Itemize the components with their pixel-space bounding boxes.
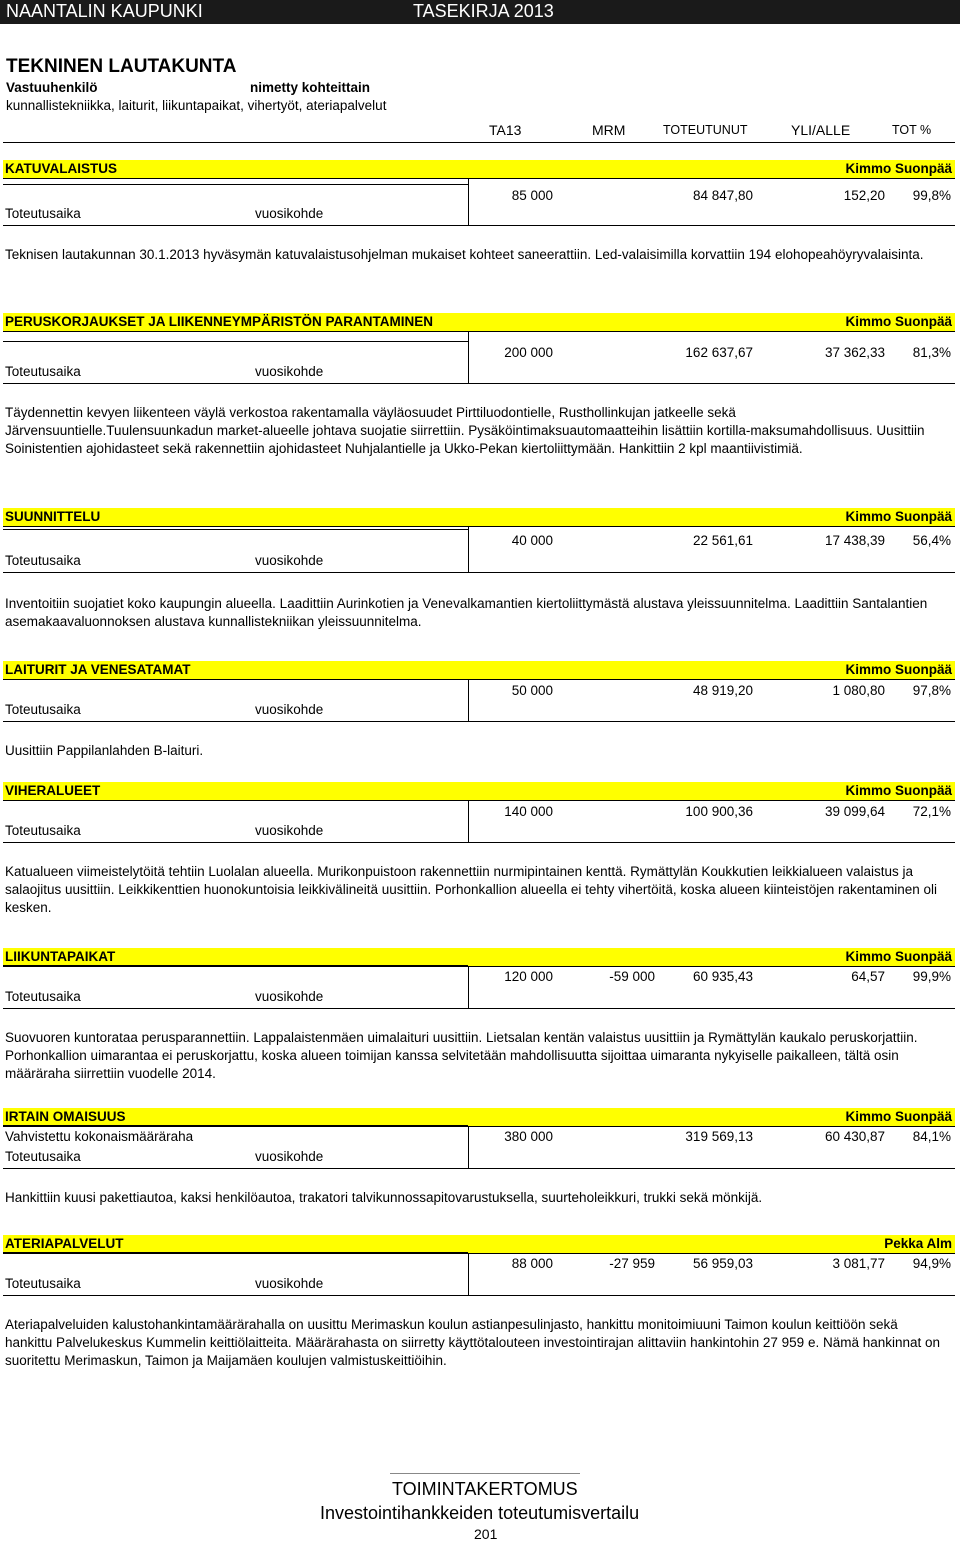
value-ta13: 85 000 xyxy=(511,188,553,203)
rule-line xyxy=(3,184,468,185)
toteutusaika-label: Toteutusaika xyxy=(5,1276,81,1291)
rule-line xyxy=(468,178,469,225)
city-name: NAANTALIN KAUPUNKI xyxy=(6,1,203,21)
book-title: TASEKIRJA 2013 xyxy=(413,1,554,21)
col-mrm: MRM xyxy=(592,122,626,138)
value-tot-percent: 97,8% xyxy=(912,683,951,698)
rule-line xyxy=(468,800,469,842)
rule-line xyxy=(3,529,468,530)
section-title: KATUVALAISTUS xyxy=(5,161,117,176)
section-sublabel: Vahvistettu kokonaismääräraha xyxy=(5,1129,194,1144)
value-mrm: -27 959 xyxy=(609,1256,655,1271)
section-title: IRTAIN OMAISUUS xyxy=(5,1109,126,1124)
value-tot-percent: 72,1% xyxy=(912,804,951,819)
section-band xyxy=(3,948,955,966)
section-responsible: Kimmo Suonpää xyxy=(845,161,952,176)
col-yli-alle: YLI/ALLE xyxy=(791,122,851,138)
section-title: ATERIAPALVELUT xyxy=(5,1236,124,1251)
value-tot-percent: 94,9% xyxy=(912,1256,951,1271)
rule-line xyxy=(3,383,955,384)
section-title: SUUNNITTELU xyxy=(5,509,101,524)
section-band xyxy=(3,1235,955,1253)
value-ta13: 120 000 xyxy=(504,969,553,984)
rule-line xyxy=(3,800,468,801)
rule-line xyxy=(468,1253,469,1295)
value-ta13: 200 000 xyxy=(504,345,553,360)
value-toteutunut: 100 900,36 xyxy=(685,804,753,819)
section-band xyxy=(3,160,955,178)
value-yli-alle: 39 099,64 xyxy=(824,804,885,819)
section-responsible: Kimmo Suonpää xyxy=(845,662,952,677)
col-tot-percent: TOT % xyxy=(892,123,932,137)
section-description: Täydennettin kevyen liikenteen väylä verkostoa rakentamalla väyläosuudet Pirttiluodontielle, Rusthollinkujan jatkeelle sekä Järvensuuntielle.Tuulensuunkadun market-alueelle johtava suojatie siirrettiin. Pysäköintimaksuautomaatteihin lisättiin kortilla-maksumahdollisuus. Uusittiin Soinistentien ajohidasteet sekä rakennettiin ajohidasteet Nuhjalantielle ja Ukko-Pekan kiertoliittymään. Hankittiin 2 kpl maantiivistimiä. xyxy=(5,405,925,456)
value-tot-percent: 99,9% xyxy=(912,969,951,984)
section-title: LIIKUNTAPAIKAT xyxy=(5,949,116,964)
section-responsible: Kimmo Suonpää xyxy=(845,509,952,524)
toteutusaika-label: Toteutusaika xyxy=(5,989,81,1004)
value-toteutunut: 84 847,80 xyxy=(692,188,753,203)
section-description: Hankittiin kuusi pakettiautoa, kaksi henkilöautoa, trakatori talvikunnossapitovarustuksella, suurteholeikkuri, trukki sekä mönkijä. xyxy=(5,1190,763,1205)
rule-line xyxy=(468,966,469,1008)
value-toteutunut: 162 637,67 xyxy=(685,345,753,360)
value-mrm: -59 000 xyxy=(609,969,655,984)
rule-line xyxy=(3,1125,468,1126)
col-ta13: TA13 xyxy=(489,122,522,138)
responsible-label: Vastuuhenkilö xyxy=(6,80,98,95)
value-toteutunut: 319 569,13 xyxy=(685,1129,753,1144)
page-header xyxy=(0,0,960,24)
toteutusaika-label: Toteutusaika xyxy=(5,1149,81,1164)
rule-line xyxy=(3,721,955,722)
section-description: Inventoitiin suojatiet koko kaupungin alueella. Laadittiin Aurinkotien ja Venevalkamantien kiertoliittymästä alustava yleissuunnitelma. Laadittiin Santalantien asemakaavaluonnoksen alustava kunnallistekniikan yleissuunnitelma. xyxy=(5,596,928,629)
value-ta13: 50 000 xyxy=(511,683,553,698)
section-description: Teknisen lautakunnan 30.1.2013 hyväsymän katuvalaistusohjelman mukaiset kohteet saneerattiin. Led-valaisimilla korvattiin 194 elohopeahöyryvalaisinta. xyxy=(5,247,924,262)
toteutusaika-label: Toteutusaika xyxy=(5,702,81,717)
vuosikohde-label: vuosikohde xyxy=(255,1149,324,1164)
value-ta13: 88 000 xyxy=(511,1256,553,1271)
value-tot-percent: 56,4% xyxy=(912,533,951,548)
col-toteutunut: TOTEUTUNUT xyxy=(663,123,748,137)
rule-line xyxy=(3,1253,955,1254)
value-ta13: 40 000 xyxy=(511,533,553,548)
vuosikohde-label: vuosikohde xyxy=(255,702,324,717)
value-yli-alle: 60 430,87 xyxy=(824,1129,885,1144)
rule-line xyxy=(3,526,955,527)
vuosikohde-label: vuosikohde xyxy=(255,1276,324,1291)
rule-line xyxy=(3,1168,955,1169)
rule-line xyxy=(3,1126,955,1127)
section-responsible: Kimmo Suonpää xyxy=(845,314,952,329)
rule-line xyxy=(468,1126,469,1168)
section-description: Suovuoren kuntorataa perusparannettiin. Lappalaistenmäen uimalaituri uusittiin. Lietsalan kentän valaistus uusittiin ja Rymättylän kaukalo peruskorjattiin. Porhonkallion uimarantaa ei peruskorjattu, koska alueen toimijan kanssa selvitetään mahdollisuutta sijoittaa uimaranta nykyiselle paikalleen, tältä osin määräraha siirrettiin vuodelle 2014. xyxy=(5,1030,918,1081)
value-yli-alle: 3 081,77 xyxy=(832,1256,885,1271)
value-tot-percent: 84,1% xyxy=(912,1129,951,1144)
vuosikohde-label: vuosikohde xyxy=(255,553,324,568)
toteutusaika-label: Toteutusaika xyxy=(5,553,81,568)
value-yli-alle: 152,20 xyxy=(843,188,885,203)
page-number: 201 xyxy=(474,1526,498,1542)
section-description: Uusittiin Pappilanlahden B-laituri. xyxy=(5,743,204,758)
value-yli-alle: 37 362,33 xyxy=(824,345,885,360)
section-title: LAITURIT JA VENESATAMAT xyxy=(5,662,191,677)
section-description: Ateriapalveluiden kalustohankintamäärärahalla on uusittu Merimaskun koulun astianpesulinjasto, hankittu monitoimiuuni Taimon koulun keittiöön sekä hankittu Palvelukeskus Kummelin keittiölaitteita. Määrärahasta on siirretty käyttötalouteen investointirajan alittaviin hankintohin 27 959 e. Nämä hankinnat on suoritettu Merimaskun, Taimon ja Maijamäen koulujen valmistuskeittiöihin. xyxy=(5,1317,941,1368)
value-yli-alle: 64,57 xyxy=(851,969,885,984)
section-description: Katualueen viimeistelytöitä tehtiin Luolalan alueella. Murikonpuistoon rakennettiin nurmipintainen kenttä. Rymättylän Koukkutien leikkialueen valaistus ja salaojitus uusittiin. Leikkikenttien huonokuntoisia leikkivälineitä uusittiin. Porhonkallion alueella ei tehty vihertöitä, koska alueen kiinteistöjen rakentaminen oli kesken. xyxy=(5,864,938,915)
rule-line xyxy=(468,679,469,721)
rule-line xyxy=(3,1008,955,1009)
rule-line xyxy=(3,572,955,573)
section-responsible: Pekka Alm xyxy=(884,1236,952,1251)
responsible-value: nimetty kohteittain xyxy=(250,80,371,95)
section-title: VIHERALUEET xyxy=(5,783,101,798)
rule-line xyxy=(3,966,955,967)
section-responsible: Kimmo Suonpää xyxy=(845,1109,952,1124)
section-band xyxy=(3,508,955,526)
footer-title: TOIMINTAKERTOMUS xyxy=(392,1479,578,1499)
vuosikohde-label: vuosikohde xyxy=(255,823,324,838)
value-toteutunut: 22 561,61 xyxy=(692,533,753,548)
rule-line xyxy=(3,225,955,226)
rule-line xyxy=(3,1252,468,1253)
value-toteutunut: 56 959,03 xyxy=(692,1256,753,1271)
value-toteutunut: 60 935,43 xyxy=(692,969,753,984)
rule-line xyxy=(3,842,955,843)
value-ta13: 140 000 xyxy=(504,804,553,819)
vuosikohde-label: vuosikohde xyxy=(255,364,324,379)
board-scope: kunnallistekniikka, laiturit, liikuntapaikat, vihertyöt, ateriapalvelut xyxy=(6,98,387,113)
board-title: TEKNINEN LAUTAKUNTA xyxy=(6,56,237,77)
value-tot-percent: 81,3% xyxy=(912,345,951,360)
section-responsible: Kimmo Suonpää xyxy=(845,949,952,964)
rule-line xyxy=(3,1295,955,1296)
rule-line xyxy=(468,331,469,383)
value-yli-alle: 1 080,80 xyxy=(832,683,885,698)
toteutusaika-label: Toteutusaika xyxy=(5,823,81,838)
toteutusaika-label: Toteutusaika xyxy=(5,364,81,379)
value-toteutunut: 48 919,20 xyxy=(692,683,753,698)
rule-line xyxy=(3,341,468,342)
value-ta13: 380 000 xyxy=(504,1129,553,1144)
rule-line xyxy=(3,178,955,179)
rule-line xyxy=(3,679,468,680)
toteutusaika-label: Toteutusaika xyxy=(5,206,81,221)
vuosikohde-label: vuosikohde xyxy=(255,989,324,1004)
section-band xyxy=(3,782,955,800)
rule-line xyxy=(3,965,468,966)
footer-subtitle: Investointihankkeiden toteutumisvertailu xyxy=(320,1503,640,1523)
section-title: PERUSKORJAUKSET JA LIIKENNEYMPÄRISTÖN PARANTAMINEN xyxy=(5,314,434,329)
vuosikohde-label: vuosikohde xyxy=(255,206,324,221)
section-responsible: Kimmo Suonpää xyxy=(845,783,952,798)
rule-line xyxy=(3,331,955,332)
value-yli-alle: 17 438,39 xyxy=(824,533,885,548)
section-band xyxy=(3,1108,955,1126)
value-tot-percent: 99,8% xyxy=(912,188,951,203)
rule-line xyxy=(468,526,469,572)
